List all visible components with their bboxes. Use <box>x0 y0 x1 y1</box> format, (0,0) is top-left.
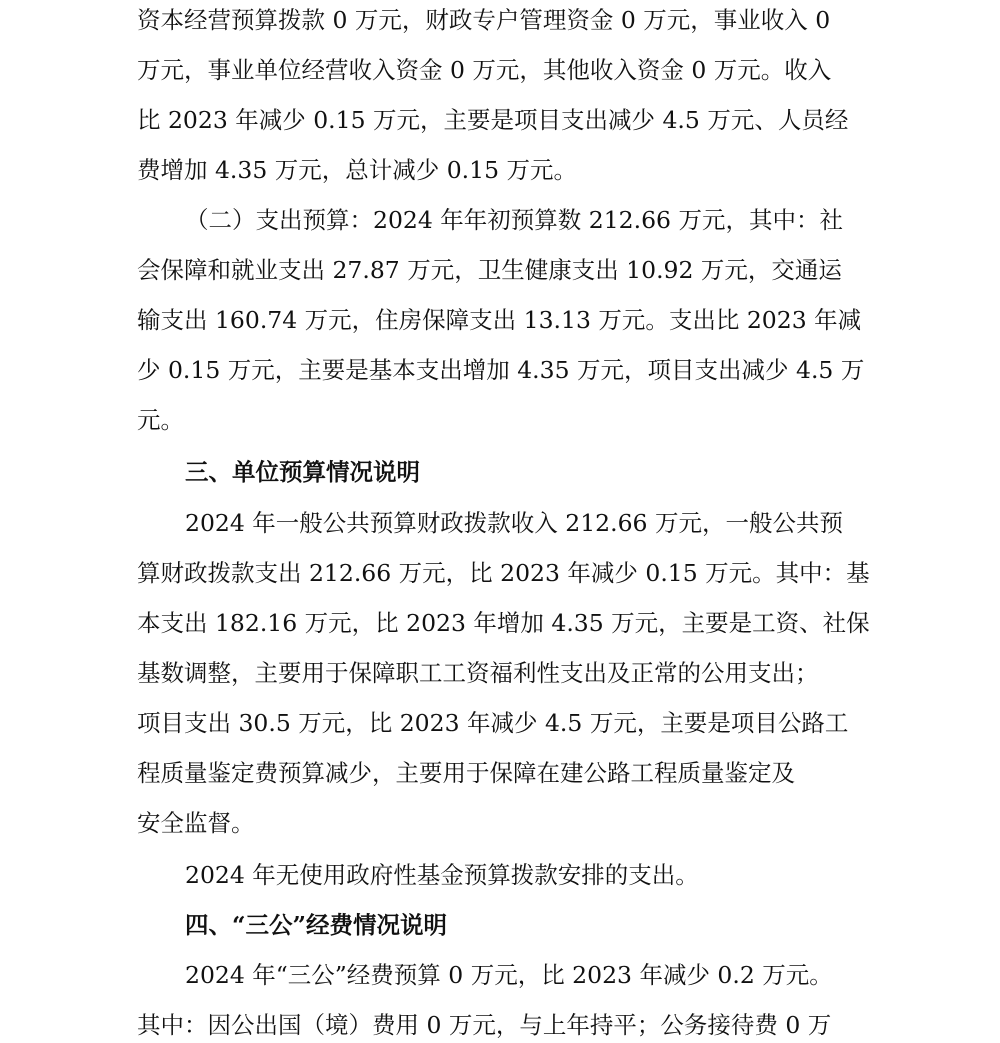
paragraph-line-end: 安全监督。 <box>137 809 255 837</box>
paragraph-line: 输支出 160.74 万元，住房保障支出 13.13 万元。支出比 2023 年减 <box>137 306 862 334</box>
paragraph-line: 基数调整，主要用于保障职工工资福利性支出及正常的公用支出； <box>137 659 819 687</box>
paragraph-line: 少 0.15 万元，主要是基本支出增加 4.35 万元，项目支出减少 4.5 万 <box>137 356 865 384</box>
paragraph-line-single: 2024 年无使用政府性基金预算拨款安排的支出。 <box>185 861 699 889</box>
paragraph-line: 本支出 182.16 万元，比 2023 年增加 4.35 万元，主要是工资、社保 <box>137 609 870 637</box>
section-heading: 三、单位预算情况说明 <box>185 458 420 486</box>
paragraph-line: 项目支出 30.5 万元，比 2023 年减少 4.5 万元，主要是项目公路工 <box>137 709 849 737</box>
expenditure-paragraph-start: （二）支出预算：2024 年年初预算数 212.66 万元，其中：社 <box>185 206 843 234</box>
paragraph-line: 程质量鉴定费预算减少，主要用于保障在建公路工程质量鉴定及 <box>137 759 795 787</box>
paragraph-line-end: 费增加 4.35 万元，总计减少 0.15 万元。 <box>137 156 578 184</box>
section-heading: 四、“三公”经费情况说明 <box>185 911 448 939</box>
paragraph-line: 资本经营预算拨款 0 万元，财政专户管理资金 0 万元，事业收入 0 <box>137 6 831 34</box>
paragraph-line: 会保障和就业支出 27.87 万元，卫生健康支出 10.92 万元，交通运 <box>137 256 842 284</box>
paragraph-line: 其中：因公出国（境）费用 0 万元，与上年持平；公务接待费 0 万 <box>137 1011 832 1039</box>
paragraph-line: 算财政拨款支出 212.66 万元，比 2023 年减少 0.15 万元。其中：基 <box>137 559 870 587</box>
paragraph-line-start: 2024 年一般公共预算财政拨款收入 212.66 万元，一般公共预 <box>185 509 843 537</box>
paragraph-line: 万元，事业单位经营收入资金 0 万元，其他收入资金 0 万元。收入 <box>137 56 832 84</box>
paragraph-line-end: 元。 <box>137 406 184 434</box>
paragraph-line: 比 2023 年减少 0.15 万元，主要是项目支出减少 4.5 万元、人员经 <box>137 106 849 134</box>
paragraph-line-start: 2024 年“三公”经费预算 0 万元，比 2023 年减少 0.2 万元。 <box>185 961 833 989</box>
